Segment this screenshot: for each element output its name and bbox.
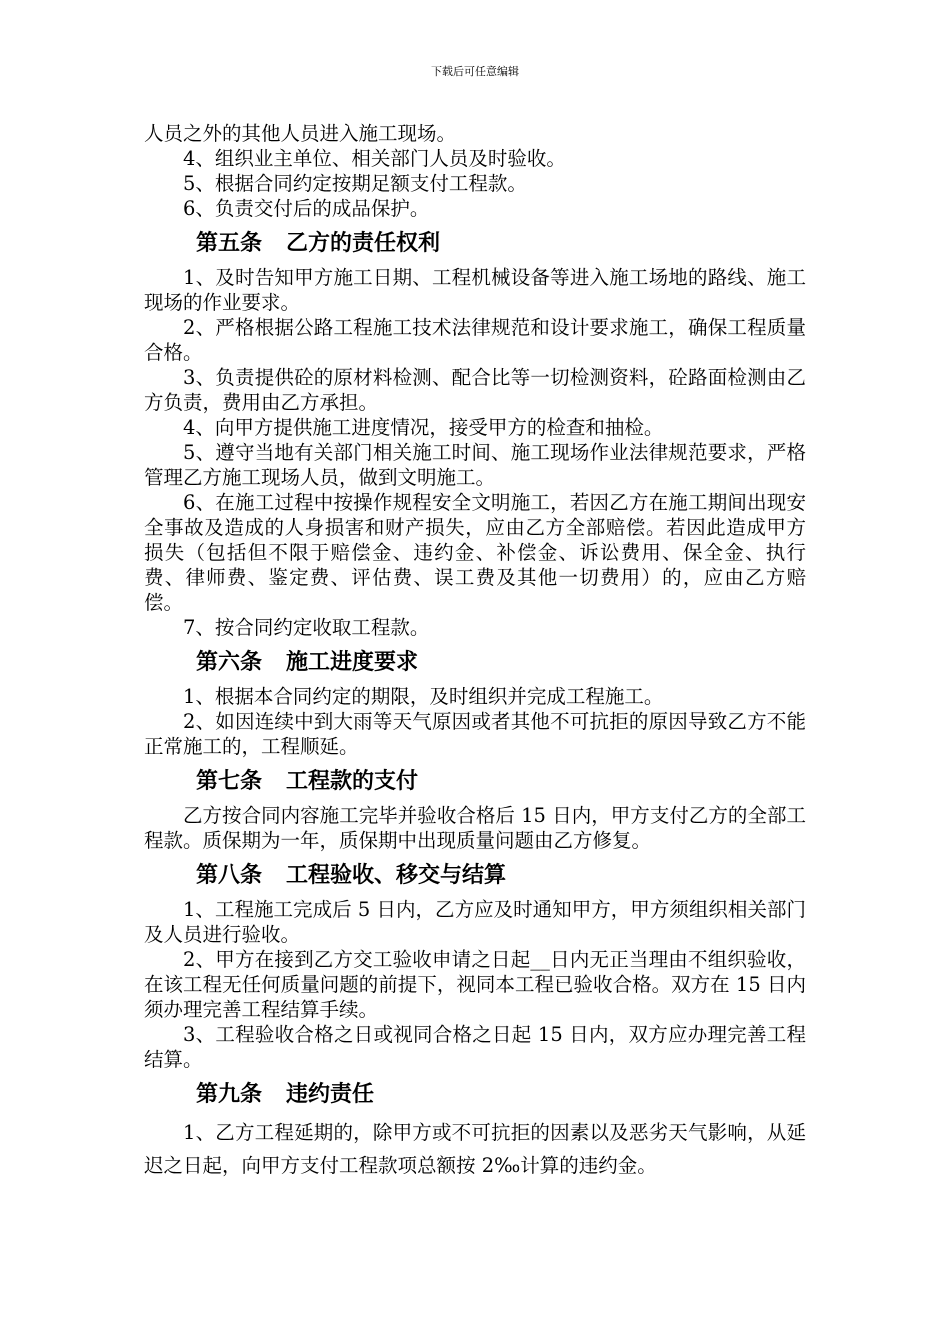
list-item: 3、工程验收合格之日或视同合格之日起 15 日内，双方应办理完善工程结算。 [144,1023,806,1071]
list-item: 2、如因连续中到大雨等天气原因或者其他不可抗拒的原因导致乙方不能正常施工的，工程顺延。 [144,710,806,758]
list-item: 2、甲方在接到乙方交工验收申请之日起__日内无正当理由不组织验收，在该工程无任何质量问题的前提下，视同本工程已验收合格。双方在 15 日内须办理完善工程结算手续。 [144,948,806,1021]
list-item: 6、在施工过程中按操作规程安全文明施工，若因乙方在施工期间出现安全事故及造成的人身损害和财产损失，应由乙方全部赔偿。若因此造成甲方损失（包括但不限于赔偿金、违约金、补偿金、诉讼费用、保全金、执行费、律师费、鉴定费、评估费、误工费及其他一切费用）的，应由乙方赔偿。 [144,491,806,614]
article-title: 乙方的责任权利 [286,231,441,256]
article-number: 第六条 [196,650,263,675]
article-number: 第九条 [196,1082,263,1107]
article-heading [144,767,806,797]
list-item: 6、负责交付后的成品保护。 [183,197,430,220]
article-heading [144,648,806,678]
page-header: 下载后可任意编辑 [431,65,519,78]
list-item: 5、根据合同约定按期足额支付工程款。 [183,172,527,195]
article-heading [144,861,806,891]
list-item: 3、负责提供砼的原材料检测、配合比等一切检测资料，砼路面检测由乙方负责，费用由乙方承担。 [144,366,806,414]
list-item: 2、严格根据公路工程施工技术法律规范和设计要求施工，确保工程质量合格。 [144,316,806,364]
list-item: 1、及时告知甲方施工日期、工程机械设备等进入施工场地的路线、施工现场的作业要求。 [144,266,806,314]
document-body [144,121,806,1182]
list-item: 4、向甲方提供施工进度情况，接受甲方的检查和抽检。 [183,416,664,439]
article-title: 工程款的支付 [286,769,419,794]
list-item: 1、乙方工程延期的，除甲方或不可抗拒的因素以及恶劣天气影响，从延迟之日起，向甲方支付工程款项总额按 2‰计算的违约金。 [144,1121,806,1177]
article-heading [144,1080,806,1110]
article-title: 施工进度要求 [286,650,419,675]
article-title: 违约责任 [286,1082,375,1107]
list-item: 4、组织业主单位、相关部门人员及时验收。 [183,147,566,170]
paragraph: 乙方按合同内容施工完毕并验收合格后 15 日内，甲方支付乙方的全部工程款。质保期为一年，质保期中出现质量问题由乙方修复。 [144,804,806,852]
article-title: 工程验收、移交与结算 [286,863,507,888]
list-item: 1、根据本合同约定的期限，及时组织并完成工程施工。 [183,685,664,708]
list-item: 5、遵守当地有关部门相关施工时间、施工现场作业法律规范要求，严格管理乙方施工现场人员，做到文明施工。 [144,441,806,489]
article-number: 第八条 [196,863,263,888]
article-heading [144,229,806,259]
list-item: 7、按合同约定收取工程款。 [183,616,430,639]
article-number: 第五条 [196,231,263,256]
paragraph: 人员之外的其他人员进入施工现场。 [144,122,457,145]
article-number: 第七条 [196,769,263,794]
list-item: 1、工程施工完成后 5 日内，乙方应及时通知甲方，甲方须组织相关部门及人员进行验收。 [144,898,806,946]
